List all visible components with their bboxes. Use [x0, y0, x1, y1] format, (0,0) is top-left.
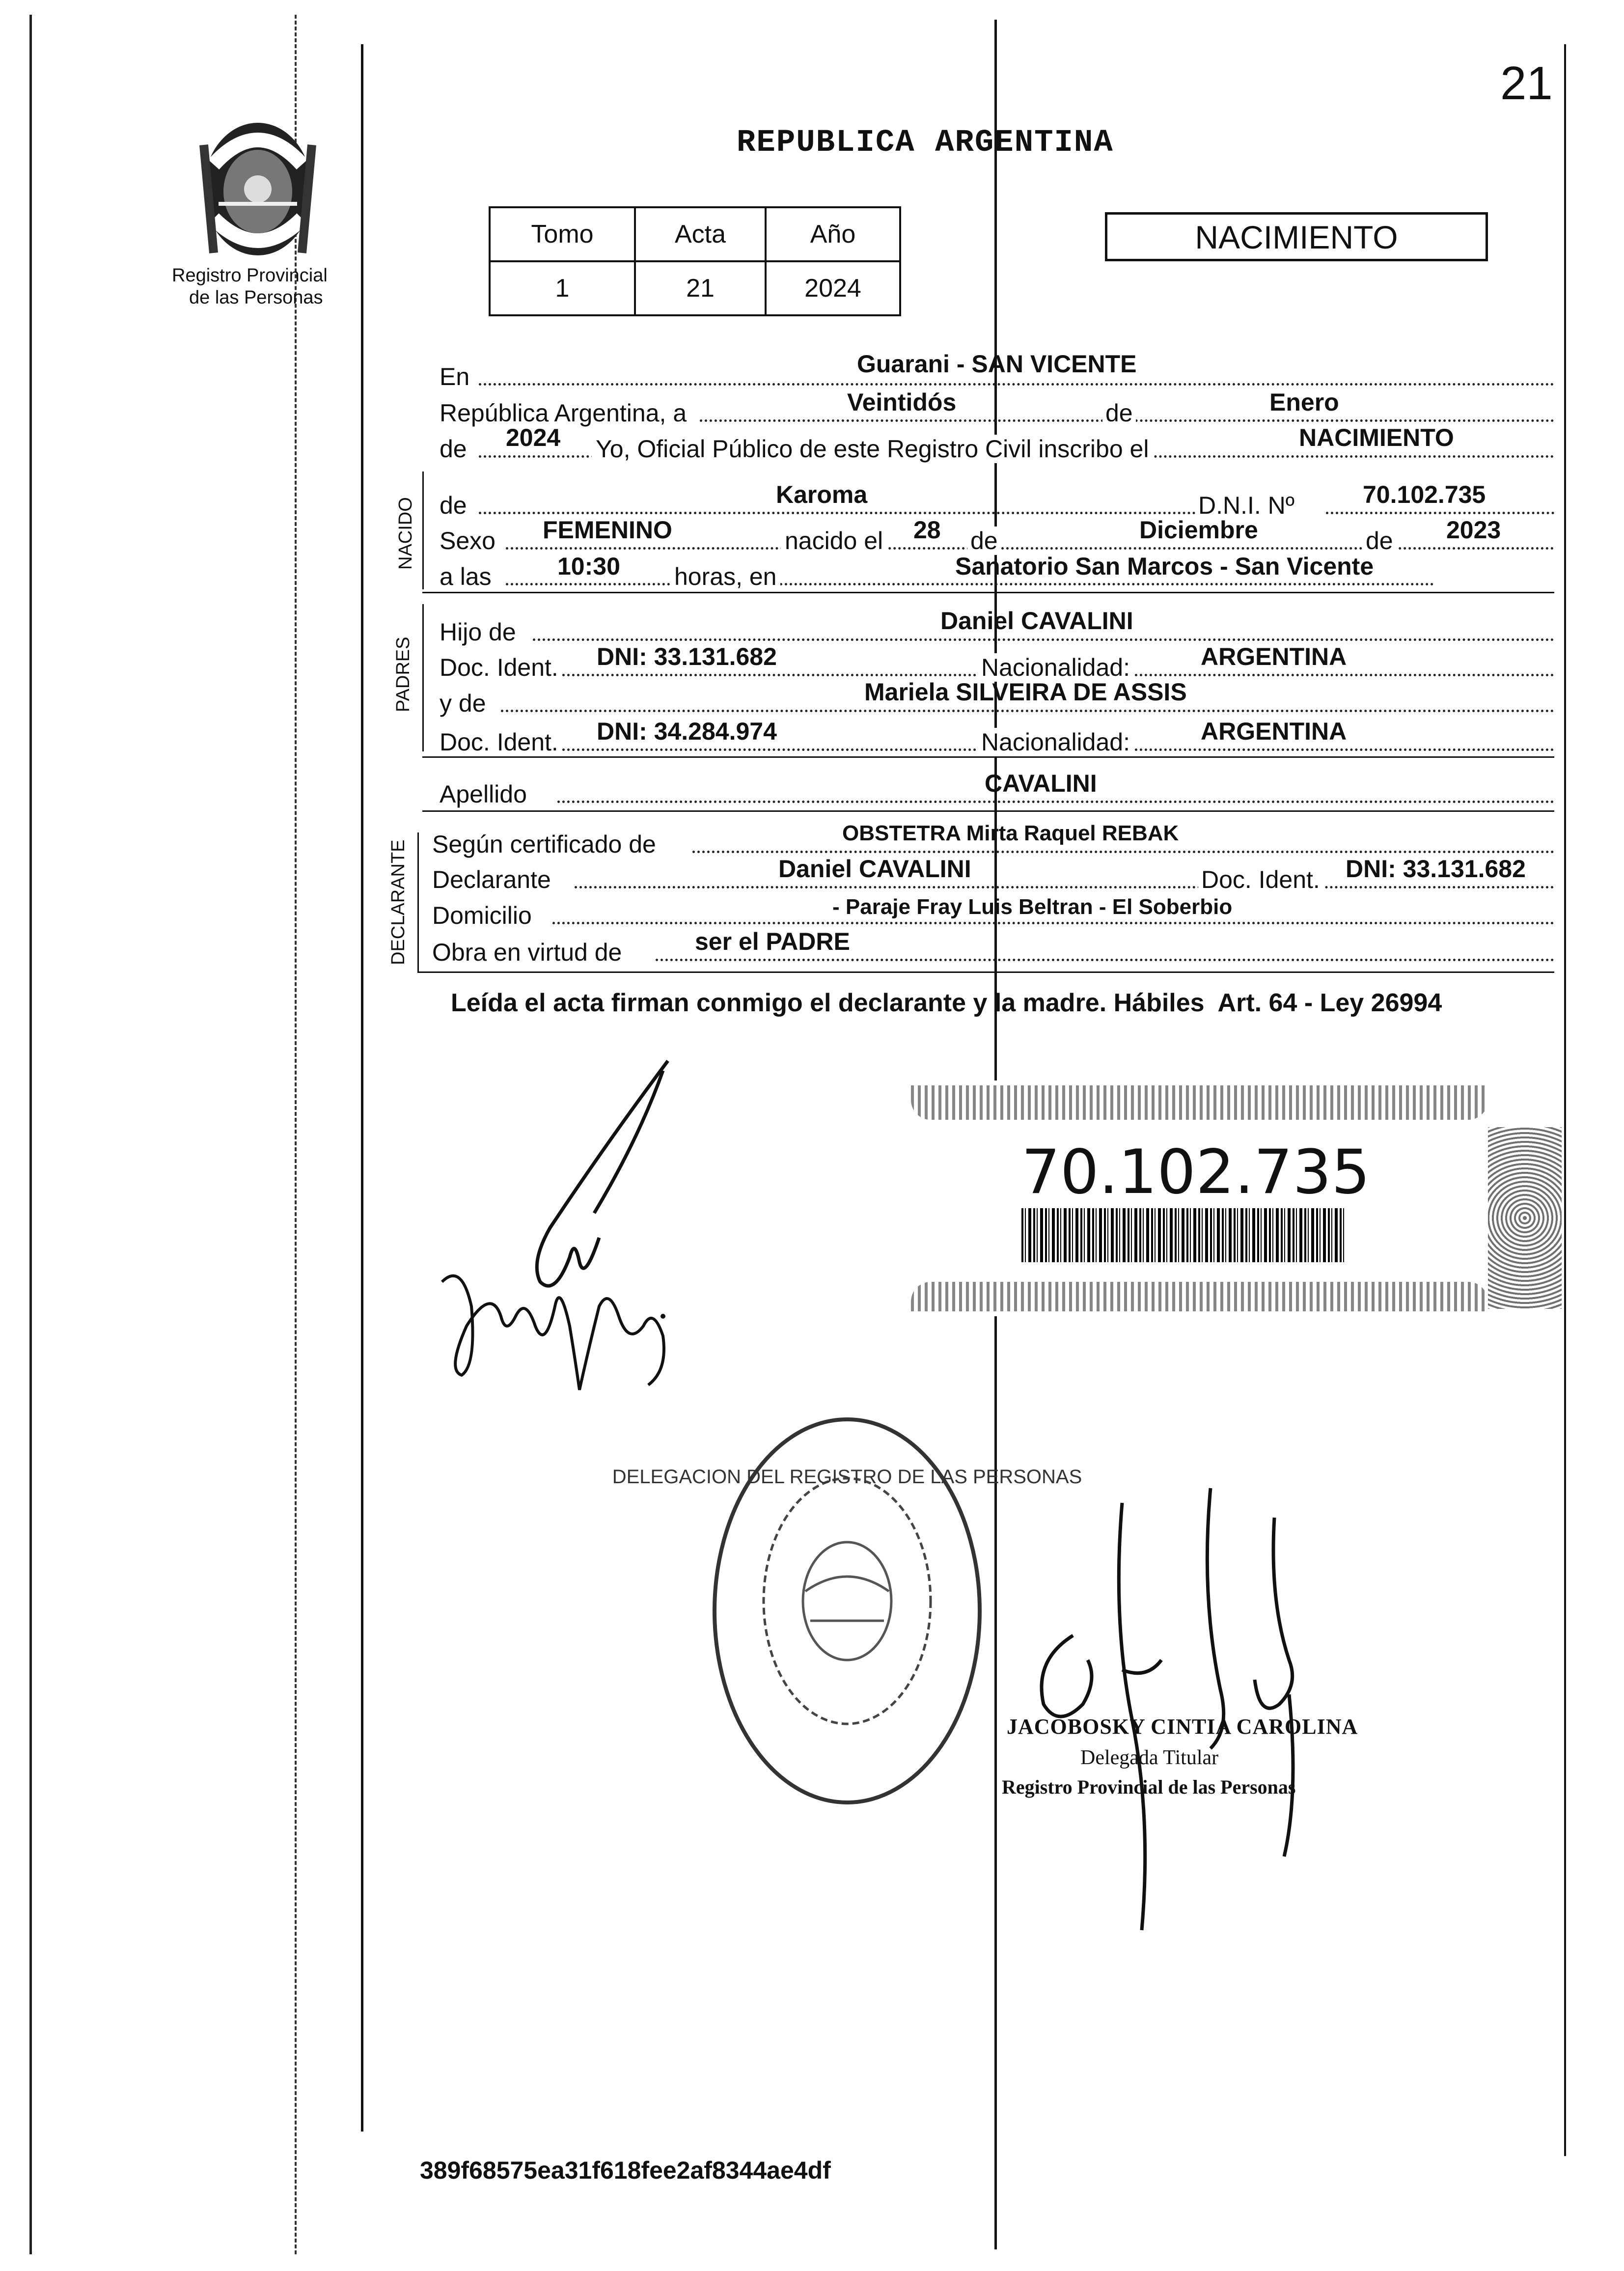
closing-statement: Leída el acta firman conmigo el declarante y la madre. Hábiles Art. 64 - Ley 26994 [451, 989, 1442, 1017]
label-mother-doc: Doc. Ident. [440, 728, 558, 756]
label-domicilio: Domicilio [432, 902, 532, 929]
seal-text: DELEGACION DEL REGISTRO DE LAS PERSONAS [612, 1466, 1082, 1488]
registry-name-line1: Registro Provincial [172, 265, 328, 286]
label-hijo-de: Hijo de [440, 618, 516, 646]
table-value-tomo: 1 [490, 261, 635, 315]
birth-day: 28 [913, 516, 941, 544]
record-table [489, 206, 901, 316]
dotted-leader [656, 959, 1554, 961]
place-value: Guarani - SAN VICENTE [857, 350, 1137, 378]
event-type: NACIMIENTO [1299, 424, 1454, 451]
section-label-declarante: DECLARANTE [388, 839, 409, 965]
declarant-address: - Paraje Fray Luis Beltran - El Soberbio [832, 895, 1233, 919]
child-sex: FEMENINO [543, 516, 672, 544]
label-republica: República Argentina, a [440, 399, 687, 427]
label-dni: D.N.I. Nº [1198, 492, 1295, 519]
declarant-relation: ser el PADRE [695, 928, 850, 955]
section-label-padres: PADRES [393, 637, 413, 712]
record-type-label: NACIMIENTO [1195, 219, 1398, 255]
dotted-leader [506, 583, 1434, 585]
section-separator [422, 756, 1554, 758]
registry-official-seal [612, 1414, 1082, 1817]
table-header-tomo: Tomo [490, 207, 635, 261]
label-father-nationality: Nacionalidad: [977, 653, 1134, 682]
label-en: En [440, 363, 470, 390]
dotted-leader [692, 851, 1554, 853]
registration-month: Enero [1269, 388, 1339, 416]
label-de-name: de [440, 492, 467, 519]
section-divider [417, 832, 419, 972]
label-de-birth-month: de [967, 526, 1001, 555]
dotted-leader [557, 801, 1554, 803]
mother-nationality: ARGENTINA [1201, 718, 1347, 745]
declarant-signature [432, 1051, 707, 1405]
certificate-issuer: OBSTETRA Mirta Raquel REBAK [842, 821, 1179, 845]
label-nacido-el: nacido el [781, 526, 887, 555]
declarant-doc: DNI: 33.131.682 [1346, 855, 1526, 883]
label-a-las: a las [440, 563, 492, 590]
registration-year: 2024 [506, 424, 561, 451]
birth-time: 10:30 [557, 553, 620, 580]
province-seal-logo [184, 106, 331, 263]
birth-year: 2023 [1446, 516, 1501, 544]
signatory-role: Delegada Titular [1080, 1746, 1219, 1769]
section-separator [422, 592, 1554, 593]
label-y-de: y de [440, 690, 486, 717]
table-value-ano: 2024 [766, 261, 900, 315]
dotted-leader [479, 383, 1554, 386]
birth-place: Sanatorio San Marcos - San Vicente [955, 553, 1374, 580]
label-declarante: Declarante [432, 866, 551, 893]
sticker-hologram [1488, 1127, 1562, 1309]
section-divider [422, 471, 424, 589]
registry-name-line2: de las Personas [189, 287, 323, 308]
dni-barcode-sticker [911, 1080, 1488, 1316]
section-separator [417, 971, 1554, 973]
page-number: 21 [1500, 57, 1553, 110]
sticker-dni-number: 70.102.735 [1021, 1137, 1370, 1208]
sticker-pattern-bottom [911, 1282, 1488, 1311]
label-obra: Obra en virtud de [432, 939, 622, 966]
sticker-barcode [1021, 1208, 1346, 1262]
official-signature [1024, 1473, 1338, 1940]
mother-name: Mariela SILVEIRA DE ASSIS [864, 678, 1187, 706]
father-name: Daniel CAVALINI [940, 607, 1133, 635]
label-father-doc: Doc. Ident. [440, 654, 558, 681]
label-de-year: de [440, 435, 467, 463]
section-label-nacido: NACIDO [395, 497, 416, 570]
left-border-line [361, 44, 363, 2132]
label-apellido: Apellido [440, 780, 527, 808]
child-name: Karoma [776, 481, 868, 508]
dotted-leader [501, 710, 1554, 712]
inner-margin-dashed-line [295, 15, 297, 2254]
table-header-acta: Acta [635, 207, 766, 261]
father-doc: DNI: 33.131.682 [597, 643, 777, 670]
label-de-month: de [1102, 399, 1136, 427]
label-mother-nationality: Nacionalidad: [977, 728, 1134, 756]
section-separator [422, 810, 1554, 812]
label-certificado: Según certificado de [432, 831, 656, 858]
father-nationality: ARGENTINA [1201, 643, 1347, 670]
document-title: REPUBLICA ARGENTINA [737, 125, 1114, 161]
sticker-pattern-top [911, 1085, 1488, 1120]
table-value-acta: 21 [635, 261, 766, 315]
dotted-leader [552, 922, 1554, 924]
signatory-office: Registro Provincial de las Personas [1002, 1776, 1296, 1798]
mother-doc: DNI: 34.284.974 [597, 718, 777, 745]
signatory-name: JACOBOSKY CINTIA CAROLINA [1007, 1715, 1358, 1739]
table-header-ano: Año [766, 207, 900, 261]
dotted-leader [479, 512, 1196, 514]
label-declarant-doc: Doc. Ident. [1198, 865, 1323, 894]
dotted-leader [533, 638, 1554, 641]
left-margin-dashed-line [29, 15, 32, 2254]
dotted-leader [1326, 512, 1554, 514]
label-sexo: Sexo [440, 527, 495, 554]
label-oficial: Yo, Oficial Público de este Registro Civil inscribo el [592, 435, 1153, 463]
label-horas-en: horas, en [670, 562, 780, 591]
right-border-line [1564, 44, 1566, 2156]
surname-value: CAVALINI [985, 770, 1097, 797]
dotted-leader [506, 547, 1554, 550]
declarant-name: Daniel CAVALINI [778, 855, 971, 883]
child-dni: 70.102.735 [1363, 481, 1486, 508]
document-hash: 389f68575ea31f618fee2af8344ae4df [420, 2157, 831, 2184]
section-divider [422, 604, 424, 751]
record-type-box [1105, 212, 1488, 261]
registration-day: Veintidós [847, 388, 957, 416]
label-de-birth-year: de [1363, 526, 1396, 555]
birth-month: Diciembre [1139, 516, 1258, 544]
dotted-leader [575, 886, 1554, 888]
